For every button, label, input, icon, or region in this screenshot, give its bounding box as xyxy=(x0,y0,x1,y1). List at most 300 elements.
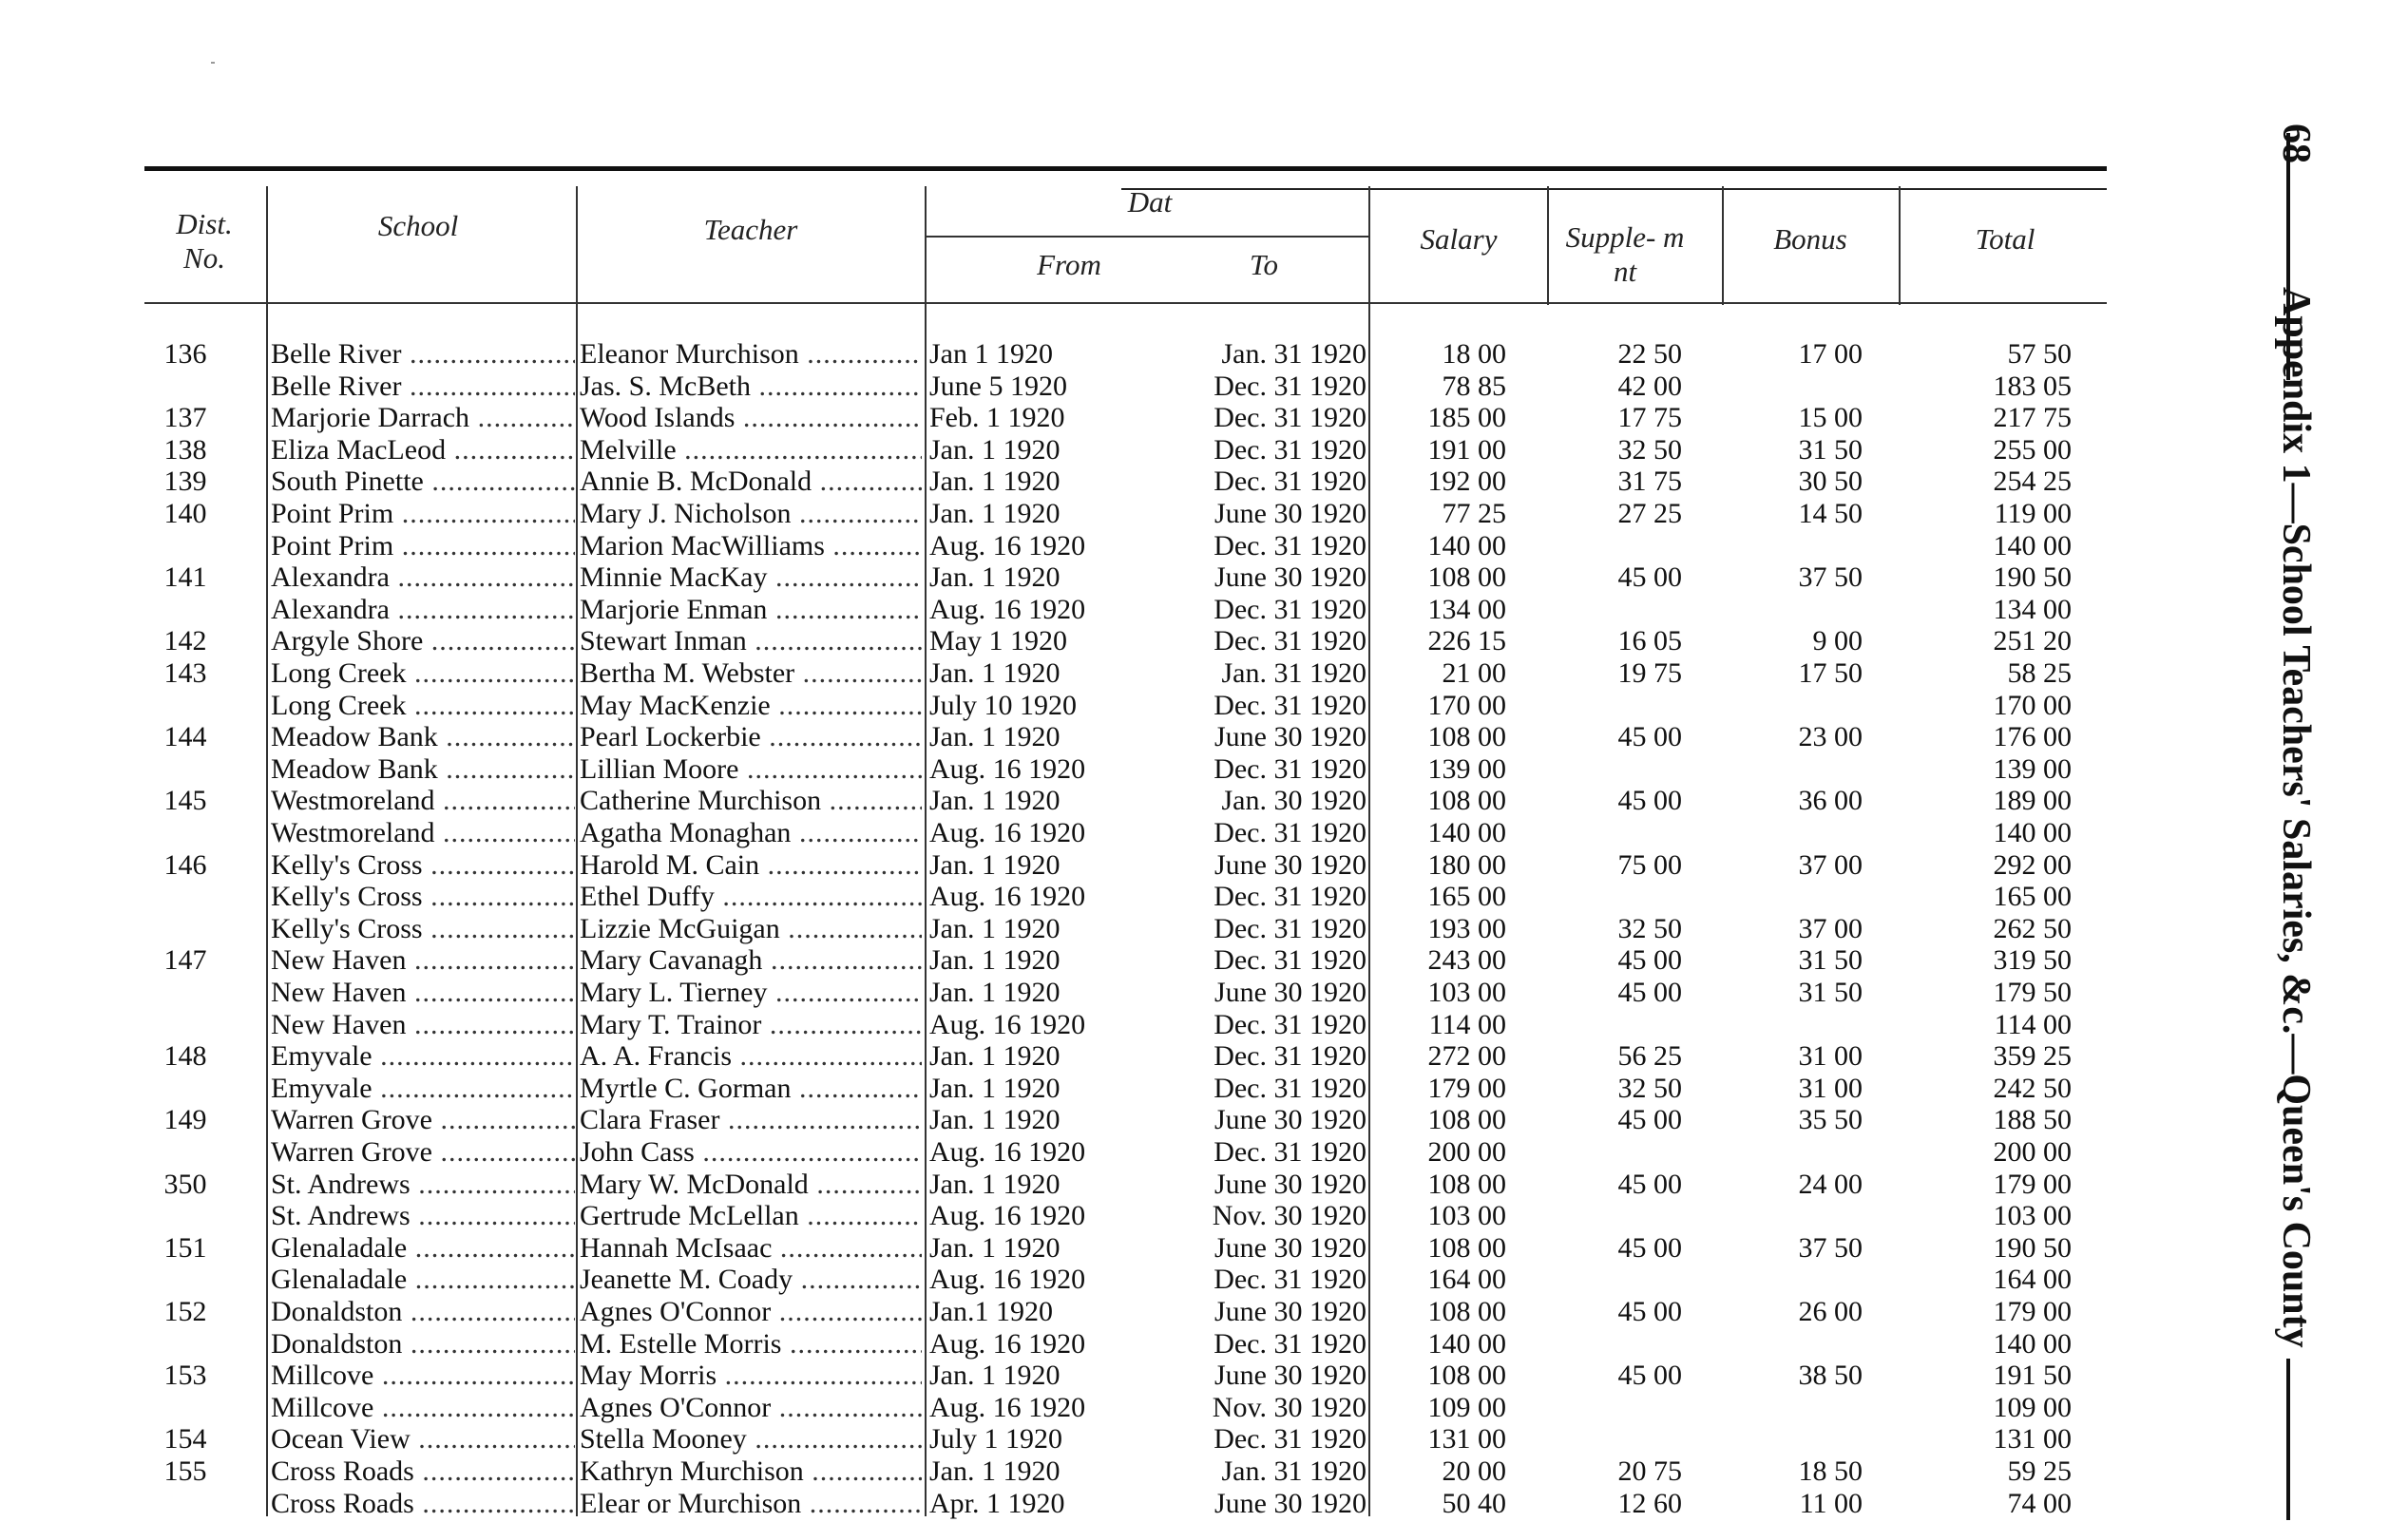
school-name: St. Andrews ..... xyxy=(271,1200,575,1231)
school-name: Long Creek ..... xyxy=(271,657,575,689)
bonus-amount: 31 00 xyxy=(1798,1072,1863,1104)
page-number: 68 xyxy=(2274,124,2318,163)
salary-amount: 193 00 xyxy=(1427,912,1506,944)
table-row xyxy=(0,625,2408,657)
teacher-name: Kathryn Murchison ..... xyxy=(580,1455,922,1487)
dist-number: 350 xyxy=(163,1168,207,1200)
teacher-name: Agatha Monaghan ..... xyxy=(580,817,922,848)
school-name: Eliza MacLeod ..... xyxy=(271,434,575,466)
date-from: Jan. 1 1920 xyxy=(929,1455,1061,1487)
supplement-amount: 45 00 xyxy=(1617,944,1682,977)
bonus-amount: 9 00 xyxy=(1812,625,1863,657)
school-name: Point Prim ..... xyxy=(271,498,575,529)
teacher-name: Stella Mooney ..... xyxy=(580,1423,922,1455)
salary-amount: 77 25 xyxy=(1442,498,1506,529)
date-from: Jan 1 1920 xyxy=(929,338,1053,370)
salary-amount: 272 00 xyxy=(1427,1040,1506,1073)
bonus-amount: 31 00 xyxy=(1798,1040,1863,1073)
column-divider xyxy=(1899,186,1901,305)
total-amount: 217 75 xyxy=(1993,402,2072,434)
total-amount: 165 00 xyxy=(1993,881,2072,913)
school-name: Alexandra ..... xyxy=(271,561,575,593)
teacher-name: Agnes O'Connor ..... xyxy=(580,1392,922,1423)
date-to: Jan. 30 1920 xyxy=(1221,785,1366,817)
header-to: To xyxy=(1250,248,1278,281)
school-name: Kelly's Cross ..... xyxy=(271,913,575,944)
school-name: New Haven ..... xyxy=(271,944,575,976)
date-to: Dec. 31 1920 xyxy=(1214,529,1366,561)
date-to: Dec. 31 1920 xyxy=(1214,593,1366,625)
school-name: Kelly's Cross ..... xyxy=(271,881,575,912)
total-amount: 188 50 xyxy=(1993,1104,2072,1136)
total-amount: 140 00 xyxy=(1993,817,2072,848)
teacher-name: A. A. Francis ..... xyxy=(580,1040,922,1072)
total-amount: 189 00 xyxy=(1993,785,2072,817)
total-amount: 190 50 xyxy=(1993,1231,2072,1264)
school-name: Emyvale ..... xyxy=(271,1073,575,1104)
salary-amount: 109 00 xyxy=(1427,1391,1506,1423)
salary-amount: 131 00 xyxy=(1427,1423,1506,1455)
date-to: June 30 1920 xyxy=(1214,1487,1366,1519)
total-amount: 131 00 xyxy=(1993,1423,2072,1455)
date-from: Aug. 16 1920 xyxy=(929,1327,1086,1360)
date-from: Aug. 16 1920 xyxy=(929,1008,1086,1040)
teacher-name: Jeanette M. Coady ..... xyxy=(580,1264,922,1295)
dist-number: 149 xyxy=(163,1104,207,1136)
date-to: Dec. 31 1920 xyxy=(1214,1423,1366,1455)
teacher-name: Mary J. Nicholson ..... xyxy=(580,498,922,529)
supplement-amount: 45 00 xyxy=(1617,1296,1682,1327)
school-name: Donaldston ..... xyxy=(271,1296,575,1327)
date-to: June 30 1920 xyxy=(1214,1360,1366,1392)
table-row xyxy=(0,1423,2408,1455)
teacher-name: Annie B. McDonald ..... xyxy=(580,466,922,497)
date-to: Dec. 31 1920 xyxy=(1214,1008,1366,1040)
date-to: Dec. 31 1920 xyxy=(1214,1264,1366,1296)
salary-amount: 78 85 xyxy=(1442,370,1506,402)
header-salary: Salary xyxy=(1420,222,1498,256)
header-dist-no: Dist. No. xyxy=(176,207,233,275)
dist-number: 145 xyxy=(163,785,207,817)
bonus-amount: 37 50 xyxy=(1798,561,1863,594)
school-name: Argyle Shore ..... xyxy=(271,625,575,656)
salary-amount: 108 00 xyxy=(1427,1168,1506,1200)
date-to: Dec. 31 1920 xyxy=(1214,689,1366,721)
supplement-amount: 45 00 xyxy=(1617,1168,1682,1200)
bonus-amount: 31 50 xyxy=(1798,977,1863,1008)
total-amount: 190 50 xyxy=(1993,561,2072,594)
total-amount: 59 25 xyxy=(2007,1455,2072,1487)
bonus-amount: 35 50 xyxy=(1798,1104,1863,1136)
salary-amount: 18 00 xyxy=(1442,338,1506,370)
running-title: Appendix 1—School Teachers' Salaries, &c.—Queen's County xyxy=(2274,287,2318,1348)
school-name: Glenaladale ..... xyxy=(271,1264,575,1295)
date-from: Feb. 1 1920 xyxy=(929,402,1065,434)
date-to: Dec. 31 1920 xyxy=(1214,402,1366,434)
salary-amount: 50 40 xyxy=(1442,1487,1506,1519)
table-row xyxy=(0,1040,2408,1073)
bonus-amount: 37 00 xyxy=(1798,848,1863,881)
school-name: Westmoreland ..... xyxy=(271,817,575,848)
total-amount: 109 00 xyxy=(1993,1391,2072,1423)
column-divider xyxy=(1722,186,1724,305)
teacher-name: Myrtle C. Gorman ..... xyxy=(580,1073,922,1104)
bonus-amount: 31 50 xyxy=(1798,433,1863,466)
header-bonus: Bonus xyxy=(1773,222,1847,256)
date-from: Jan. 1 1920 xyxy=(929,1104,1061,1136)
teacher-name: Melville ..... xyxy=(580,434,922,466)
bonus-amount: 37 50 xyxy=(1798,1231,1863,1264)
school-name: Alexandra ..... xyxy=(271,594,575,625)
salary-amount: 108 00 xyxy=(1427,1296,1506,1327)
teacher-name: Mary Cavanagh ..... xyxy=(580,944,922,976)
teacher-name: Hannah McIsaac ..... xyxy=(580,1232,922,1264)
total-amount: 183 05 xyxy=(1993,370,2072,402)
teacher-name: Stewart Inman ..... xyxy=(580,625,922,656)
date-header-rule xyxy=(927,236,1368,238)
total-amount: 179 00 xyxy=(1993,1168,2072,1200)
school-name: Meadow Bank ..... xyxy=(271,721,575,752)
school-name: Warren Grove ..... xyxy=(271,1136,575,1168)
supplement-amount: 45 00 xyxy=(1617,721,1682,753)
date-to: June 30 1920 xyxy=(1214,1231,1366,1264)
header-total: Total xyxy=(1975,222,2035,256)
dist-number: 138 xyxy=(163,433,207,466)
total-amount: 164 00 xyxy=(1993,1264,2072,1296)
table-row xyxy=(0,1296,2408,1328)
school-name: Belle River ..... xyxy=(271,371,575,402)
supplement-amount: 32 50 xyxy=(1617,912,1682,944)
supplement-amount: 56 25 xyxy=(1617,1040,1682,1073)
header-date: Dat xyxy=(1127,185,1173,219)
dist-number: 155 xyxy=(163,1455,207,1487)
teacher-name: Harold M. Cain ..... xyxy=(580,849,922,881)
table-row xyxy=(0,1360,2408,1392)
table-row xyxy=(0,881,2408,913)
bonus-amount: 11 00 xyxy=(1799,1487,1863,1519)
school-name: Ocean View ..... xyxy=(271,1423,575,1455)
supplement-amount: 75 00 xyxy=(1617,848,1682,881)
school-name: Point Prim ..... xyxy=(271,530,575,561)
date-from: Aug. 16 1920 xyxy=(929,1264,1086,1296)
salary-amount: 139 00 xyxy=(1427,752,1506,785)
salary-amount: 108 00 xyxy=(1427,1231,1506,1264)
date-from: Jan. 1 1920 xyxy=(929,1360,1061,1392)
date-from: Aug. 16 1920 xyxy=(929,1391,1086,1423)
supplement-amount: 45 00 xyxy=(1617,1104,1682,1136)
header-supplement: Supple- m nt xyxy=(1565,220,1685,288)
table-row xyxy=(0,338,2408,371)
date-to: June 30 1920 xyxy=(1214,1104,1366,1136)
salary-amount: 108 00 xyxy=(1427,561,1506,594)
date-from: Jan. 1 1920 xyxy=(929,785,1061,817)
teacher-name: M. Estelle Morris ..... xyxy=(580,1328,922,1360)
school-name: Millcove ..... xyxy=(271,1360,575,1391)
date-to: Dec. 31 1920 xyxy=(1214,944,1366,977)
bonus-amount: 30 50 xyxy=(1798,466,1863,498)
date-to: Dec. 31 1920 xyxy=(1214,1327,1366,1360)
date-to: June 30 1920 xyxy=(1214,1296,1366,1327)
total-amount: 179 00 xyxy=(1993,1296,2072,1327)
dist-number: 136 xyxy=(163,338,207,370)
supplement-amount: 45 00 xyxy=(1617,1231,1682,1264)
total-amount: 139 00 xyxy=(1993,752,2072,785)
salary-amount: 164 00 xyxy=(1427,1264,1506,1296)
teacher-name: Lizzie McGuigan ..... xyxy=(580,913,922,944)
table-row xyxy=(0,657,2408,690)
table-row xyxy=(0,690,2408,722)
dist-number: 152 xyxy=(163,1296,207,1327)
salary-amount: 108 00 xyxy=(1427,721,1506,753)
header-bottom-rule xyxy=(144,302,2107,304)
teacher-name: Pearl Lockerbie ..... xyxy=(580,721,922,752)
teacher-name: May MacKenzie ..... xyxy=(580,690,922,721)
supplement-amount: 32 50 xyxy=(1617,433,1682,466)
salary-amount: 191 00 xyxy=(1427,433,1506,466)
date-from: May 1 1920 xyxy=(929,625,1067,657)
table-row xyxy=(0,1136,2408,1169)
table-row xyxy=(0,849,2408,882)
table-row xyxy=(0,785,2408,817)
school-name: Warren Grove ..... xyxy=(271,1104,575,1135)
total-amount: 255 00 xyxy=(1993,433,2072,466)
date-from: Aug. 16 1920 xyxy=(929,529,1086,561)
teacher-name: Jas. S. McBeth ..... xyxy=(580,371,922,402)
salary-amount: 170 00 xyxy=(1427,689,1506,721)
school-name: Kelly's Cross ..... xyxy=(271,849,575,881)
date-from: Jan. 1 1920 xyxy=(929,498,1061,529)
school-name: Cross Roads ..... xyxy=(271,1488,575,1519)
date-to: June 30 1920 xyxy=(1214,721,1366,753)
teacher-name: Bertha M. Webster ..... xyxy=(580,657,922,689)
date-to: Dec. 31 1920 xyxy=(1214,881,1366,913)
date-to: Dec. 31 1920 xyxy=(1214,433,1366,466)
total-amount: 200 00 xyxy=(1993,1136,2072,1168)
date-to: Jan. 31 1920 xyxy=(1221,1455,1366,1487)
table-row xyxy=(0,1328,2408,1360)
teacher-name: May Morris ..... xyxy=(580,1360,922,1391)
dist-number: 153 xyxy=(163,1360,207,1392)
bonus-amount: 38 50 xyxy=(1798,1360,1863,1392)
date-from: Aug. 16 1920 xyxy=(929,1136,1086,1168)
teacher-name: Catherine Murchison ..... xyxy=(580,785,922,816)
total-amount: 134 00 xyxy=(1993,593,2072,625)
date-to: Dec. 31 1920 xyxy=(1214,1136,1366,1168)
date-from: Aug. 16 1920 xyxy=(929,1200,1086,1232)
dist-number: 154 xyxy=(163,1423,207,1455)
table-row xyxy=(0,977,2408,1009)
teacher-name: Mary L. Tierney ..... xyxy=(580,977,922,1008)
teacher-name: Mary W. McDonald ..... xyxy=(580,1169,922,1200)
date-to: Dec. 31 1920 xyxy=(1214,1072,1366,1104)
table-row xyxy=(0,1455,2408,1488)
salary-amount: 103 00 xyxy=(1427,1200,1506,1232)
dist-number: 144 xyxy=(163,721,207,753)
supplement-amount: 45 00 xyxy=(1617,561,1682,594)
dist-number: 141 xyxy=(163,561,207,594)
teacher-name: Clara Fraser ..... xyxy=(580,1104,922,1135)
date-to: June 30 1920 xyxy=(1214,848,1366,881)
total-amount: 170 00 xyxy=(1993,689,2072,721)
salary-amount: 108 00 xyxy=(1427,1104,1506,1136)
date-from: Jan. 1 1920 xyxy=(929,466,1061,498)
teacher-name: Eleanor Murchison ..... xyxy=(580,338,922,370)
total-amount: 191 50 xyxy=(1993,1360,2072,1392)
bonus-amount: 17 00 xyxy=(1798,338,1863,370)
supplement-amount: 42 00 xyxy=(1617,370,1682,402)
bonus-amount: 17 50 xyxy=(1798,657,1863,689)
date-from: Jan. 1 1920 xyxy=(929,848,1061,881)
total-amount: 140 00 xyxy=(1993,1327,2072,1360)
column-divider xyxy=(1547,186,1549,305)
bonus-amount: 14 50 xyxy=(1798,498,1863,529)
dist-number: 147 xyxy=(163,944,207,977)
date-from: Jan. 1 1920 xyxy=(929,1040,1061,1073)
school-name: New Haven ..... xyxy=(271,977,575,1008)
school-name: Emyvale ..... xyxy=(271,1040,575,1072)
date-from: July 1 1920 xyxy=(929,1423,1063,1455)
date-to: Dec. 31 1920 xyxy=(1214,625,1366,657)
table-row xyxy=(0,944,2408,977)
table-row xyxy=(0,1200,2408,1232)
table-row xyxy=(0,1264,2408,1296)
table-row xyxy=(0,1073,2408,1105)
date-from: July 10 1920 xyxy=(929,689,1078,721)
teacher-name: Mary T. Trainor ..... xyxy=(580,1009,922,1040)
bonus-amount: 24 00 xyxy=(1798,1168,1863,1200)
bonus-amount: 37 00 xyxy=(1798,912,1863,944)
salary-amount: 192 00 xyxy=(1427,466,1506,498)
date-to: Dec. 31 1920 xyxy=(1214,466,1366,498)
date-from: Jan. 1 1920 xyxy=(929,721,1061,753)
date-from: Jan. 1 1920 xyxy=(929,561,1061,594)
date-to: Dec. 31 1920 xyxy=(1214,370,1366,402)
date-from: Aug. 16 1920 xyxy=(929,752,1086,785)
teacher-name: Lillian Moore ..... xyxy=(580,753,922,785)
date-from: Jan. 1 1920 xyxy=(929,944,1061,977)
bonus-amount: 31 50 xyxy=(1798,944,1863,977)
date-to: June 30 1920 xyxy=(1214,561,1366,594)
salary-amount: 243 00 xyxy=(1427,944,1506,977)
date-to: Dec. 31 1920 xyxy=(1214,912,1366,944)
total-amount: 58 25 xyxy=(2007,657,2072,689)
salary-amount: 108 00 xyxy=(1427,785,1506,817)
teacher-name: Marion MacWilliams ..... xyxy=(580,530,922,561)
date-to: June 30 1920 xyxy=(1214,977,1366,1008)
school-name: Cross Roads ..... xyxy=(271,1455,575,1487)
table-row xyxy=(0,817,2408,849)
salary-amount: 140 00 xyxy=(1427,529,1506,561)
date-from: Aug. 16 1920 xyxy=(929,817,1086,848)
salary-amount: 165 00 xyxy=(1427,881,1506,913)
supplement-amount: 45 00 xyxy=(1617,785,1682,817)
school-name: Belle River ..... xyxy=(271,338,575,370)
table-row xyxy=(0,434,2408,466)
salary-amount: 140 00 xyxy=(1427,817,1506,848)
supplement-amount: 22 50 xyxy=(1617,338,1682,370)
date-from: Jan. 1 1920 xyxy=(929,1168,1061,1200)
header-from: From xyxy=(1037,248,1101,281)
dist-number: 142 xyxy=(163,625,207,657)
total-amount: 74 00 xyxy=(2007,1487,2072,1519)
scan-speck xyxy=(211,62,215,64)
date-to: Jan. 31 1920 xyxy=(1221,657,1366,689)
total-amount: 179 50 xyxy=(1993,977,2072,1008)
teacher-name: Elear or Murchison ..... xyxy=(580,1488,922,1519)
supplement-amount: 20 75 xyxy=(1617,1455,1682,1487)
table-row xyxy=(0,371,2408,403)
salary-amount: 114 00 xyxy=(1428,1008,1506,1040)
table-row xyxy=(0,594,2408,626)
date-from: Aug. 16 1920 xyxy=(929,881,1086,913)
salary-amount: 140 00 xyxy=(1427,1327,1506,1360)
table-row xyxy=(0,561,2408,594)
bonus-amount: 18 50 xyxy=(1798,1455,1863,1487)
supplement-amount: 45 00 xyxy=(1617,1360,1682,1392)
table-row xyxy=(0,721,2408,753)
dist-number: 146 xyxy=(163,848,207,881)
dist-number: 151 xyxy=(163,1231,207,1264)
date-to: Dec. 31 1920 xyxy=(1214,1040,1366,1073)
salary-amount: 21 00 xyxy=(1442,657,1506,689)
teacher-name: Minnie MacKay ..... xyxy=(580,561,922,593)
table-row xyxy=(0,466,2408,498)
salary-amount: 108 00 xyxy=(1427,1360,1506,1392)
date-from: Jan. 1 1920 xyxy=(929,433,1061,466)
dist-number: 139 xyxy=(163,466,207,498)
bonus-amount: 15 00 xyxy=(1798,402,1863,434)
total-amount: 103 00 xyxy=(1993,1200,2072,1232)
supplement-amount: 17 75 xyxy=(1617,402,1682,434)
salary-amount: 134 00 xyxy=(1427,593,1506,625)
running-head xyxy=(2273,124,2319,1348)
total-amount: 262 50 xyxy=(1993,912,2072,944)
dist-number: 140 xyxy=(163,498,207,529)
table-row xyxy=(0,1104,2408,1136)
salary-amount: 20 00 xyxy=(1442,1455,1506,1487)
date-from: Jan. 1 1920 xyxy=(929,1231,1061,1264)
teacher-name: Gertrude McLellan ..... xyxy=(580,1200,922,1231)
school-name: Long Creek ..... xyxy=(271,690,575,721)
school-name: Millcove ..... xyxy=(271,1392,575,1423)
dist-number: 148 xyxy=(163,1040,207,1073)
salary-amount: 103 00 xyxy=(1427,977,1506,1008)
supplement-amount: 45 00 xyxy=(1617,977,1682,1008)
header-teacher: Teacher xyxy=(703,213,798,246)
supplement-amount: 27 25 xyxy=(1617,498,1682,529)
total-amount: 119 00 xyxy=(1994,498,2072,529)
date-from: Jan.1 1920 xyxy=(929,1296,1053,1327)
salary-amount: 226 15 xyxy=(1427,625,1506,657)
date-to: June 30 1920 xyxy=(1214,498,1366,529)
top-rule xyxy=(144,166,2107,171)
date-to: Nov. 30 1920 xyxy=(1212,1391,1366,1423)
table-row xyxy=(0,753,2408,786)
school-name: New Haven ..... xyxy=(271,1009,575,1040)
teacher-name: Marjorie Enman ..... xyxy=(580,594,922,625)
table-row xyxy=(0,913,2408,945)
date-to: Nov. 30 1920 xyxy=(1212,1200,1366,1232)
total-amount: 251 20 xyxy=(1993,625,2072,657)
teacher-name: Wood Islands ..... xyxy=(580,402,922,433)
top-rule-secondary xyxy=(1121,188,2107,190)
total-amount: 292 00 xyxy=(1993,848,2072,881)
header-school: School xyxy=(377,209,459,242)
date-from: Jan. 1 1920 xyxy=(929,977,1061,1008)
total-amount: 242 50 xyxy=(1993,1072,2072,1104)
teacher-name: John Cass ..... xyxy=(580,1136,922,1168)
dist-number: 143 xyxy=(163,657,207,689)
